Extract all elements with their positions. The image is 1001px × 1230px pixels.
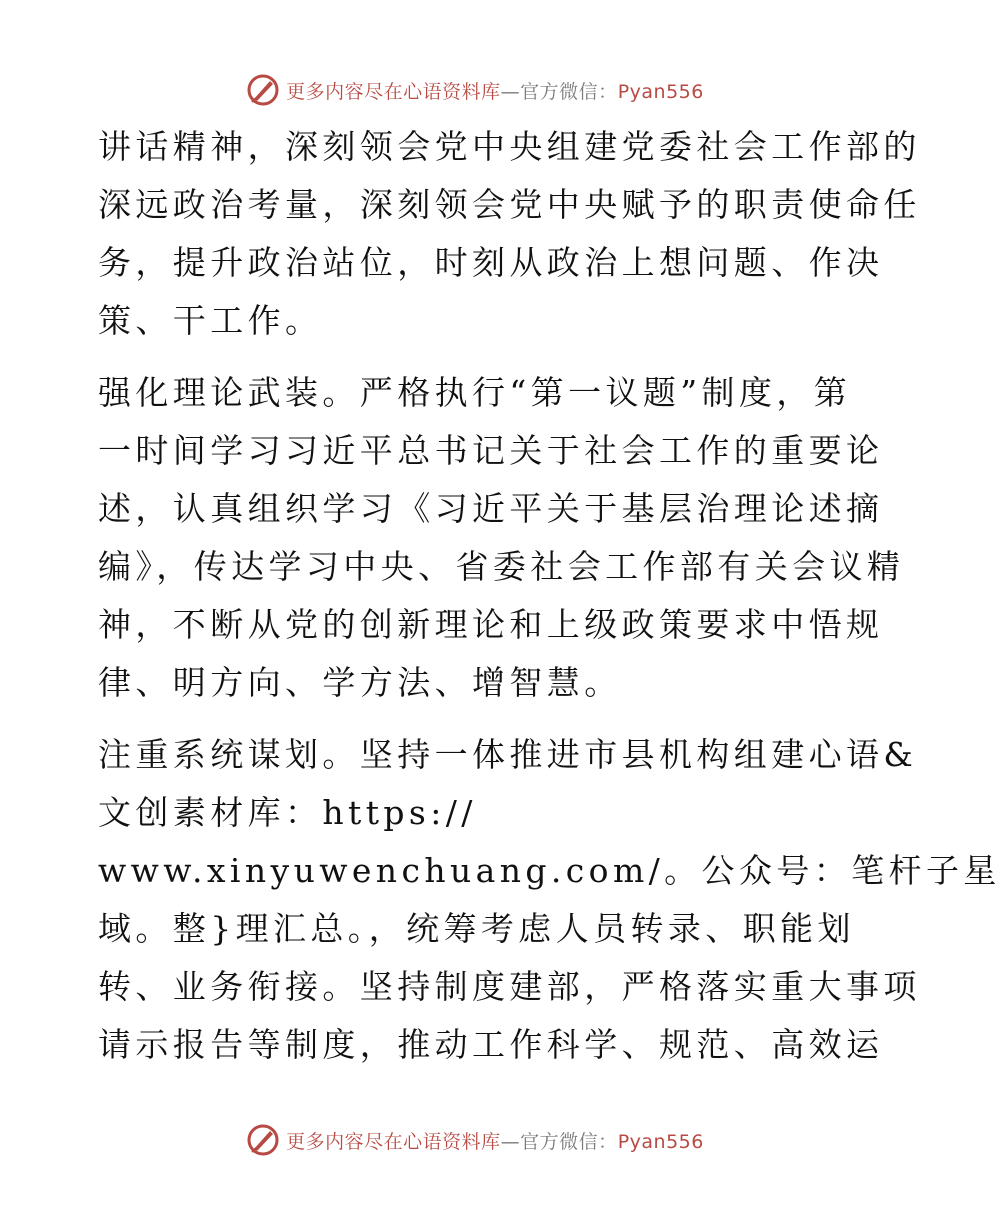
document-body <box>98 118 1001 1074</box>
text-line: 一时间学习习近平总书记关于社会工作的重要论 <box>98 431 884 470</box>
text-line: 编》，传达学习中央、省委社会工作部有关会议精 <box>98 547 905 586</box>
text-line: 述，认真组织学习《习近平关于基层治理论述摘 <box>98 489 884 528</box>
text-line: 强化理论武装。严格执行“第一议题”制度，第 <box>98 373 852 412</box>
header-watermark <box>0 70 950 110</box>
text-line: 讲话精神，深刻领会党中央组建党委社会工作部的 <box>98 127 921 166</box>
text-line: www.xinyuwenchuang.com/。公众号：笔杆子星 <box>98 851 1001 890</box>
watermark-text: 更多内容尽在心语资料库—官方微信：Pyan556 <box>286 80 704 103</box>
text-line: 策、干工作。 <box>98 301 323 340</box>
text-line: 神，不断从党的创新理论和上级政策要求中悟规 <box>98 605 884 644</box>
watermark-text: 更多内容尽在心语资料库—官方微信：Pyan556 <box>286 1130 704 1153</box>
quill-seal-icon <box>246 73 280 107</box>
text-line: 律、明方向、学方法、增智慧。 <box>98 663 622 702</box>
quill-seal-icon <box>246 1123 280 1157</box>
text-line: 注重系统谋划。坚持一体推进市县机构组建心语& <box>98 735 918 774</box>
text-line: 请示报告等制度，推动工作科学、规范、高效运 <box>98 1025 884 1064</box>
footer-watermark <box>0 1120 950 1160</box>
text-line: 域。整}理汇总。，统筹考虑人员转录、职能划 <box>98 909 855 948</box>
text-line: 深远政治考量，深刻领会党中央赋予的职责使命任 <box>98 185 921 224</box>
text-line: 转、业务衔接。坚持制度建部，严格落实重大事项 <box>98 967 921 1006</box>
text-line: 务，提升政治站位，时刻从政治上想问题、作决 <box>98 243 884 282</box>
text-line: 文创素材库：https:// <box>98 793 477 832</box>
